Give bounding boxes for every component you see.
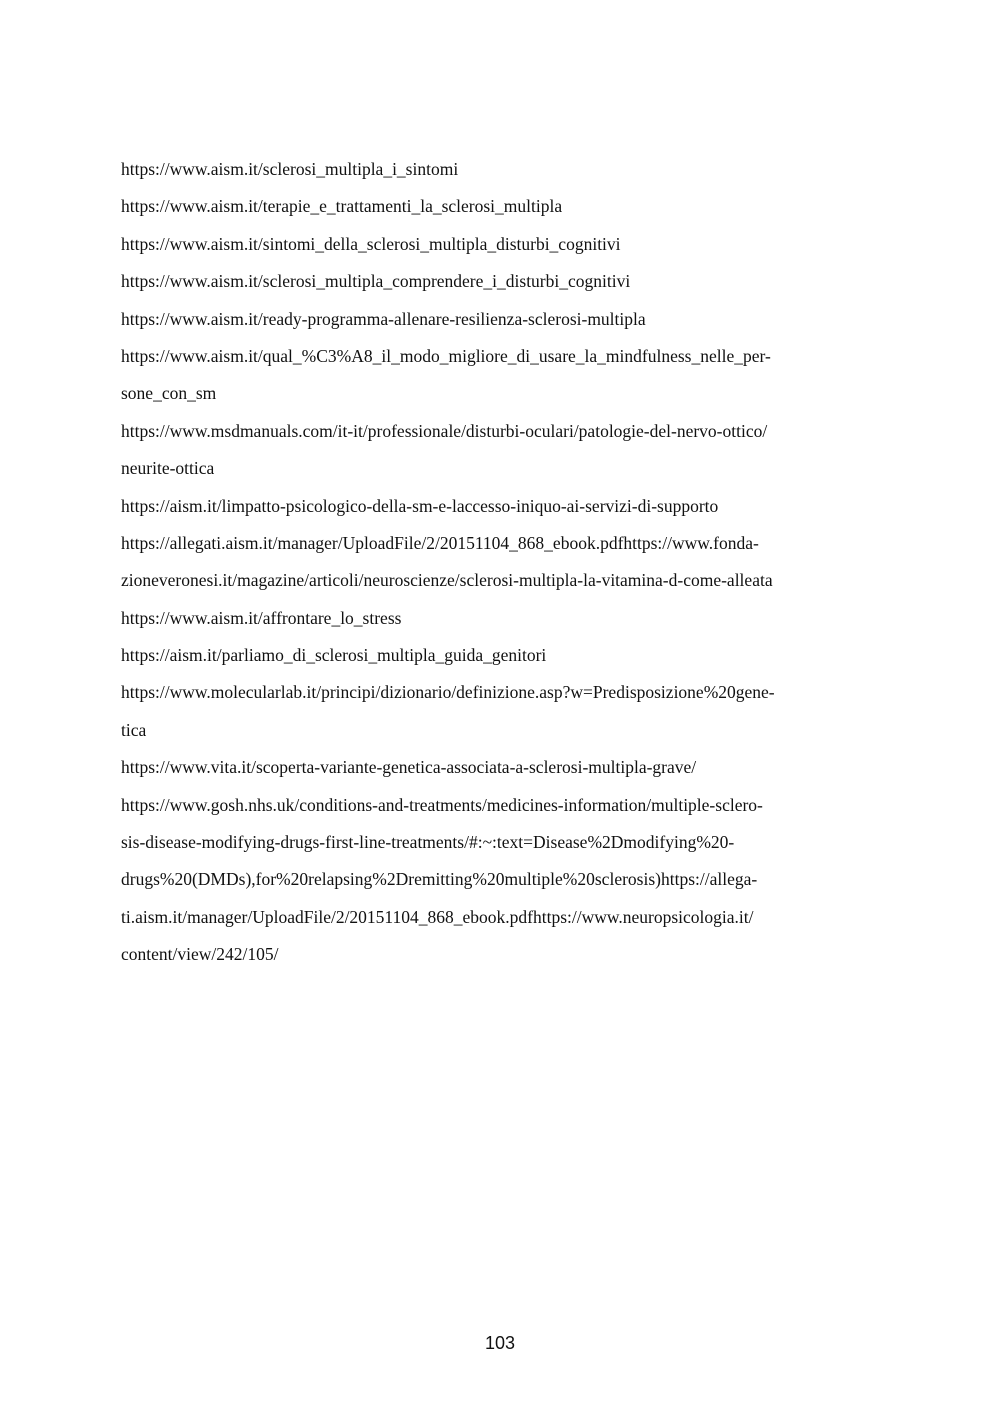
reference-line[interactable]: content/view/242/105/ (121, 944, 279, 965)
reference-item (121, 338, 881, 413)
reference-line[interactable]: drugs%20(DMDs),for%20relapsing%2Dremitting%20multiple%20sclerosis)https://allega- (121, 869, 758, 890)
reference-line[interactable]: tica (121, 719, 147, 740)
reference-line[interactable]: https://aism.it/parliamo_di_sclerosi_multipla_guida_genitori (121, 645, 547, 666)
reference-line[interactable]: sone_con_sm (121, 383, 217, 404)
reference-item (121, 488, 881, 525)
reference-item (121, 413, 881, 488)
reference-line[interactable]: neurite-ottica (121, 458, 215, 479)
reference-line[interactable]: sis-disease-modifying-drugs-first-line-treatments/#:~:text=Disease%2Dmodifying%20- (121, 832, 735, 853)
reference-line[interactable]: https://www.aism.it/sintomi_della_sclerosi_multipla_disturbi_cognitivi (121, 233, 621, 254)
reference-item (121, 674, 881, 749)
reference-line[interactable]: https://allegati.aism.it/manager/UploadFile/2/20151104_868_ebook.pdfhttps://www.fonda- (121, 532, 759, 553)
reference-line[interactable]: https://www.aism.it/terapie_e_trattamenti_la_sclerosi_multipla (121, 196, 563, 217)
reference-line[interactable]: https://www.gosh.nhs.uk/conditions-and-treatments/medicines-information/multiple-sclero- (121, 794, 763, 815)
reference-item (121, 749, 881, 786)
reference-item (121, 226, 881, 263)
page-number: 103 (484, 1333, 516, 1353)
reference-line[interactable]: https://www.vita.it/scoperta-variante-genetica-associata-a-sclerosi-multipla-grave/ (121, 757, 697, 778)
reference-item (121, 600, 881, 637)
reference-line[interactable]: https://www.aism.it/sclerosi_multipla_i_sintomi (121, 159, 459, 179)
reference-item (121, 637, 881, 674)
reference-item (121, 301, 881, 338)
reference-line[interactable]: https://www.aism.it/sclerosi_multipla_comprendere_i_disturbi_cognitivi (121, 271, 631, 292)
reference-line[interactable]: https://aism.it/limpatto-psicologico-della-sm-e-laccesso-iniquo-ai-servizi-di-supporto (121, 495, 719, 516)
reference-line[interactable]: zioneveronesi.it/magazine/articoli/neuroscienze/sclerosi-multipla-la-vitamina-d-come-alleata (121, 570, 773, 591)
reference-item (121, 188, 881, 225)
reference-item (121, 263, 881, 300)
reference-line[interactable]: https://www.msdmanuals.com/it-it/professionale/disturbi-oculari/patologie-del-nervo-ottico/ (121, 420, 768, 441)
reference-item (121, 787, 881, 974)
reference-list (121, 151, 881, 974)
reference-item (121, 525, 881, 600)
reference-line[interactable]: https://www.aism.it/affrontare_lo_stress (121, 607, 402, 628)
reference-line[interactable]: https://www.aism.it/ready-programma-allenare-resilienza-sclerosi-multipla (121, 308, 646, 329)
reference-line[interactable]: https://www.molecularlab.it/principi/dizionario/definizione.asp?w=Predisposizione%20gene- (121, 682, 775, 703)
reference-item (121, 151, 881, 188)
reference-line[interactable]: ti.aism.it/manager/UploadFile/2/20151104_868_ebook.pdfhttps://www.neuropsicologia.it/ (121, 906, 754, 927)
reference-line[interactable]: https://www.aism.it/qual_%C3%A8_il_modo_migliore_di_usare_la_mindfulness_nelle_per- (121, 345, 771, 366)
